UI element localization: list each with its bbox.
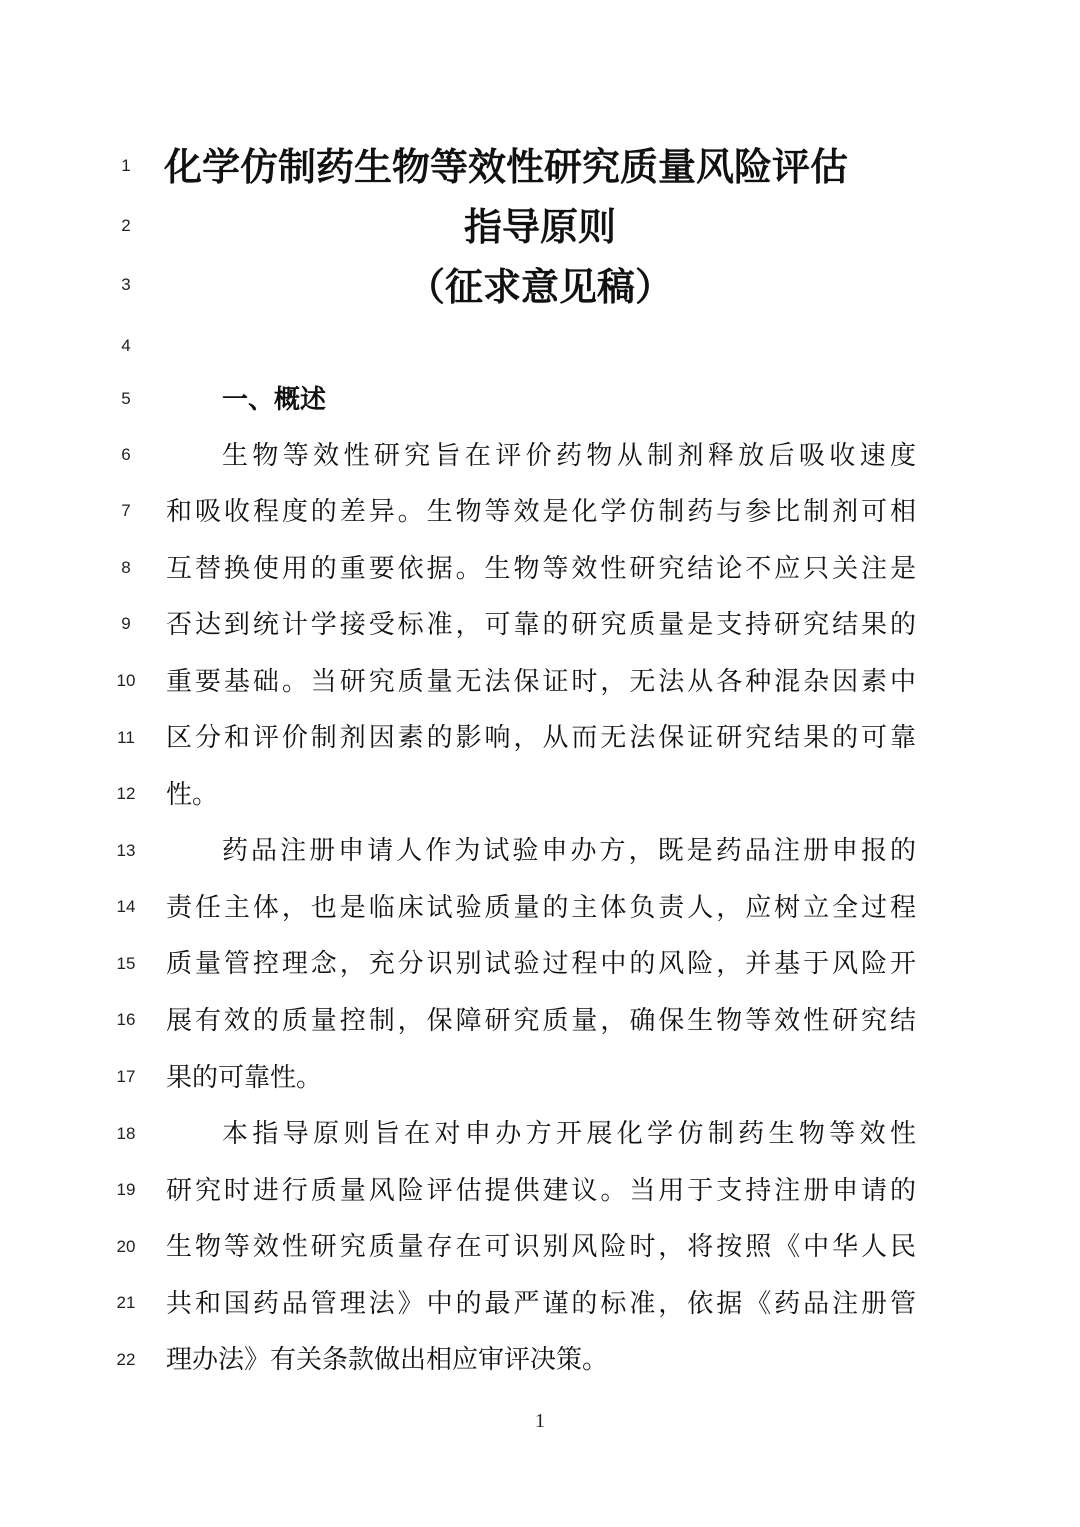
body-line: 果的可靠性。: [166, 1063, 323, 1093]
body-line: 重要基础。当研究质量无法保证时，无法从各种混杂因素中: [166, 667, 916, 697]
body-line: 互替换使用的重要依据。生物等效性研究结论不应只关注是: [166, 554, 916, 584]
body-line: 展有效的质量控制，保障研究质量，确保生物等效性研究结: [166, 1006, 916, 1036]
body-line: 理办法》有关条款做出相应审评决策。: [166, 1345, 609, 1375]
line-number: 19: [116, 1180, 136, 1199]
line-number: 6: [121, 445, 131, 464]
line-number: 21: [116, 1293, 136, 1312]
line-number: 20: [116, 1237, 136, 1256]
line-number: 7: [121, 501, 131, 520]
body-line: 研究时进行质量风险评估提供建议。当用于支持注册申请的: [166, 1176, 916, 1206]
body-line: 和吸收程度的差异。生物等效是化学仿制药与参比制剂可相: [166, 497, 916, 527]
document-title-line-3: （征求意见稿）: [406, 265, 673, 309]
line-number: 1: [121, 156, 131, 175]
section-heading: 一、概述: [222, 385, 327, 415]
body-line: 共和国药品管理法》中的最严谨的标准，依据《药品注册管: [166, 1289, 916, 1319]
body-line: 生物等效性研究质量存在可识别风险时，将按照《中华人民: [166, 1232, 916, 1262]
line-number: 15: [116, 954, 136, 973]
body-line: 药品注册申请人作为试验申办方，既是药品注册申报的: [222, 836, 916, 866]
line-number: 2: [121, 216, 131, 235]
body-line: 责任主体，也是临床试验质量的主体负责人，应树立全过程: [166, 893, 916, 923]
line-number: 22: [116, 1350, 136, 1369]
body-line: 质量管控理念，充分识别试验过程中的风险，并基于风险开: [166, 949, 916, 979]
body-line: 生物等效性研究旨在评价药物从制剂释放后吸收速度: [222, 441, 916, 471]
line-number: 14: [116, 897, 136, 916]
line-number: 17: [116, 1067, 136, 1086]
line-number: 12: [116, 784, 136, 803]
line-number: 11: [117, 728, 135, 747]
body-line: 本指导原则旨在对申办方开展化学仿制药生物等效性: [222, 1119, 916, 1149]
document-title-line-1: 化学仿制药生物等效性研究质量风险评估: [164, 145, 849, 189]
line-number: 18: [116, 1124, 136, 1143]
line-number: 4: [121, 336, 131, 355]
body-line: 否达到统计学接受标准，可靠的研究质量是支持研究结果的: [166, 610, 916, 640]
document-title-line-2: 指导原则: [463, 205, 616, 249]
line-number: 3: [121, 275, 131, 294]
line-number: 13: [116, 841, 136, 860]
body-line: 性。: [166, 780, 219, 810]
line-number: 9: [121, 614, 131, 633]
line-number: 5: [121, 389, 131, 408]
line-number: 10: [116, 671, 136, 690]
page-number: 1: [535, 1410, 545, 1432]
line-number: 8: [121, 558, 131, 577]
body-line: 区分和评价制剂因素的影响，从而无法保证研究结果的可靠: [166, 723, 916, 753]
line-number: 16: [116, 1010, 136, 1029]
